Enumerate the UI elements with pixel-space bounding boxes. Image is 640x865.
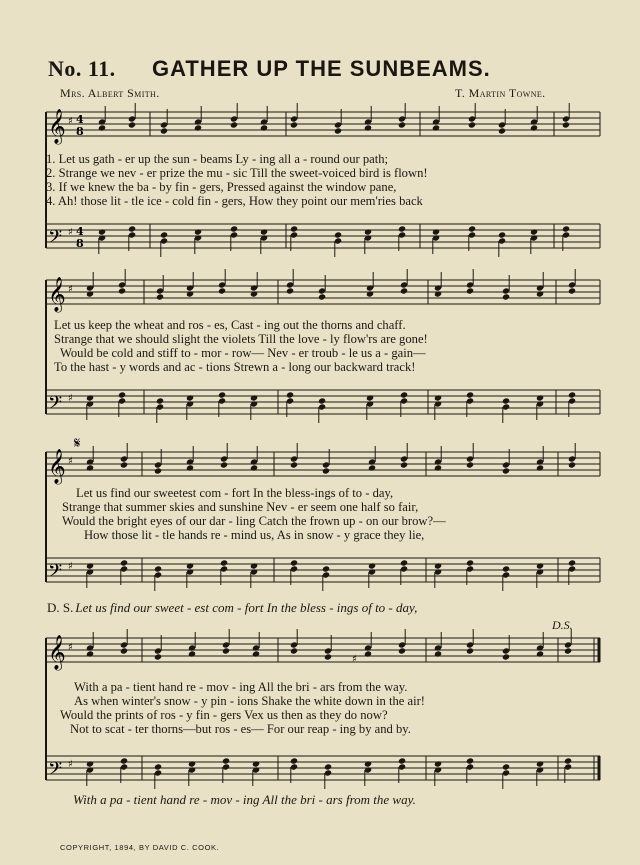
lyric-line-verse-4: 4. Ah! those lit - tle ice - cold fin - gers, How they point our mem'ries back: [46, 194, 423, 208]
ds-refrain-text: Let us find our sweet - est com - fort In the bless - ings of to - day,: [75, 600, 418, 615]
note-head: [286, 391, 294, 398]
note-head: [260, 228, 268, 235]
note-head: [536, 650, 544, 657]
note-head: [466, 559, 474, 566]
note-head: [120, 647, 128, 654]
note-head: [120, 461, 128, 468]
note-head: [398, 757, 406, 764]
note-head: [364, 124, 372, 131]
note-head: [368, 464, 376, 471]
note-head: [322, 565, 330, 572]
sharp-icon: ♯: [68, 759, 73, 770]
note-head: [186, 562, 194, 569]
lyric-line-verse-1: With a pa - tient hand re - mov - ing All the bri - ars from the way.: [74, 680, 408, 694]
note-head: [368, 562, 376, 569]
sharp-icon: ♯: [68, 561, 73, 572]
note-head: [120, 559, 128, 566]
lyric-line-verse-4: To the hast - y words and ac - tions Strewn a - long our backward track!: [54, 360, 416, 374]
note-head: [400, 287, 408, 294]
note-head: [536, 290, 544, 297]
note-head: [364, 760, 372, 767]
note-head: [118, 287, 126, 294]
lyric-line-verse-3: Would the bright eyes of our dar - ling Catch the frown up - on our brow?—: [62, 514, 446, 528]
note-head: [434, 562, 442, 569]
ds-refrain-line-2: With a pa - tient hand re - mov - ing All the bri - ars from the way.: [73, 792, 416, 807]
note-head: [220, 461, 228, 468]
treble-clef-icon: 𝄞: [48, 635, 66, 670]
note-head: [86, 650, 94, 657]
note-head: [364, 650, 372, 657]
lyric-line-verse-4: Not to scat - ter thorns—but ros - es— For our reap - ing by and by.: [70, 722, 411, 736]
note-head: [230, 121, 238, 128]
bass-clef-icon: 𝄢: [48, 393, 63, 418]
note-head: [400, 461, 408, 468]
note-head: [128, 121, 136, 128]
note-head: [86, 464, 94, 471]
note-head: [366, 394, 374, 401]
lyric-line-verse-3: Would the prints of ros - y fin - gers Vex us then as they do now?: [60, 708, 388, 722]
note-head: [194, 228, 202, 235]
note-head: [432, 124, 440, 131]
composer-credit: T. Martin Towne.: [455, 86, 546, 100]
note-head: [188, 650, 196, 657]
note-head: [502, 653, 510, 660]
hymn-title: GATHER UP THE SUNBEAMS.: [152, 56, 491, 81]
note-head: [194, 124, 202, 131]
note-head: [250, 464, 258, 471]
note-head: [86, 394, 94, 401]
note-head: [286, 287, 294, 294]
note-head: [86, 562, 94, 569]
note-head: [186, 290, 194, 297]
lyric-line-verse-1: Let us find our sweetest com - fort In the bless-ings of to - day,: [76, 486, 394, 500]
lyric-line-verse-2: 2. Strange we nev - er prize the mu - sic Till the sweet-voiced bird is flown!: [46, 166, 428, 180]
note-head: [400, 559, 408, 566]
bass-clef-icon: 𝄢: [48, 227, 63, 252]
sharp-icon: ♯: [68, 642, 73, 653]
note-head: [502, 293, 510, 300]
sharp-icon: ♯: [68, 393, 73, 404]
note-head: [434, 650, 442, 657]
lyric-line-verse-2: Strange that summer skies and sunshine Nev - er seem one half so fair,: [62, 500, 419, 514]
treble-clef-icon: 𝄞: [48, 449, 66, 484]
note-head: [434, 760, 442, 767]
note-head: [290, 647, 298, 654]
note-head: [530, 228, 538, 235]
note-head: [188, 760, 196, 767]
note-head: [334, 231, 342, 238]
note-head: [250, 394, 258, 401]
note-head: [466, 391, 474, 398]
note-head: [260, 124, 268, 131]
note-head: [366, 290, 374, 297]
note-head: [562, 121, 570, 128]
note-head: [154, 565, 162, 572]
note-head: [468, 225, 476, 232]
notes-treble: [86, 269, 576, 301]
note-head: [222, 757, 230, 764]
lyric-line-verse-4: How those lit - tle hands re - mind us, As in snow - y grace they lie,: [84, 528, 425, 542]
ds-marker: D.S.: [552, 618, 573, 632]
note-head: [398, 647, 406, 654]
note-head: [466, 647, 474, 654]
note-head: [568, 461, 576, 468]
note-head: [434, 394, 442, 401]
lyric-line-verse-2: Strange that we should slight the violets Till the love - ly flow'rs are gone!: [54, 332, 428, 346]
ds-refrain-line-1: [47, 597, 607, 616]
note-head: [502, 565, 510, 572]
note-head: [466, 757, 474, 764]
note-head: [160, 231, 168, 238]
lyric-line-verse-2: As when winter's snow - y pin - ions Shake the white down in the air!: [74, 694, 425, 708]
note-head: [536, 760, 544, 767]
note-head: [160, 127, 168, 134]
note-head: [434, 290, 442, 297]
note-head: [434, 464, 442, 471]
sharp-icon: ♯: [68, 284, 73, 295]
note-head: [290, 225, 298, 232]
treble-clef-icon: 𝄞: [48, 277, 66, 312]
lyric-line-verse-1: 1. Let us gath - er up the sun - beams Ly - ing all a - round our path;: [46, 152, 389, 166]
note-head: [250, 290, 258, 297]
note-head: [568, 287, 576, 294]
note-head: [120, 757, 128, 764]
treble-clef-icon: 𝄞: [48, 109, 66, 144]
note-head: [290, 757, 298, 764]
note-head: [400, 391, 408, 398]
note-head: [318, 293, 326, 300]
note-head: [250, 562, 258, 569]
note-head: [98, 124, 106, 131]
note-head: [466, 461, 474, 468]
note-head: [156, 293, 164, 300]
time-signature-top: 4: [76, 225, 84, 238]
note-head: [290, 121, 298, 128]
note-head: [154, 763, 162, 770]
time-signature-bottom: 8: [76, 237, 84, 250]
note-head: [530, 124, 538, 131]
hymn-number: No. 11.: [48, 56, 116, 81]
note-head: [568, 391, 576, 398]
note-head: [186, 464, 194, 471]
lyric-line-verse-1: Let us keep the wheat and ros - es, Cast - ing out the thorns and chaff.: [54, 318, 406, 332]
note-head: [252, 760, 260, 767]
note-head: [156, 397, 164, 404]
sharp-icon: ♯: [68, 227, 73, 238]
ds-label: D. S.: [47, 600, 74, 615]
note-head: [334, 127, 342, 134]
note-head: [128, 225, 136, 232]
note-head: [498, 127, 506, 134]
note-head: [432, 228, 440, 235]
note-head: [536, 394, 544, 401]
note-head: [502, 467, 510, 474]
copyright-notice: COPYRIGHT, 1894, BY DAVID C. COOK.: [60, 843, 220, 852]
note-head: [98, 228, 106, 235]
note-head: [364, 228, 372, 235]
note-head: [498, 231, 506, 238]
note-head: [564, 757, 572, 764]
note-head: [220, 559, 228, 566]
note-head: [536, 562, 544, 569]
music-system-2: [46, 276, 600, 424]
bass-clef-icon: 𝄢: [48, 759, 63, 784]
note-head: [536, 464, 544, 471]
note-head: [564, 647, 572, 654]
note-head: [218, 391, 226, 398]
segno-icon: 𝄋: [74, 434, 81, 452]
note-head: [218, 287, 226, 294]
sharp-icon: ♯: [68, 116, 73, 127]
note-head: [502, 397, 510, 404]
note-head: [466, 287, 474, 294]
note-head: [86, 760, 94, 767]
note-head: [252, 650, 260, 657]
note-head: [562, 225, 570, 232]
time-signature-top: 4: [76, 113, 84, 126]
note-head: [318, 397, 326, 404]
note-head: [222, 647, 230, 654]
note-head: [324, 653, 332, 660]
note-head: [398, 121, 406, 128]
note-head: [230, 225, 238, 232]
lyric-line-verse-3: 3. If we knew the ba - by fin - gers, Pressed against the window pane,: [46, 180, 397, 194]
note-head: [398, 225, 406, 232]
lyric-line-verse-3: Would be cold and stiff to - mor - row— Nev - er troub - le us a - gain—: [60, 346, 426, 360]
music-system-3: [46, 430, 600, 590]
time-signature-bottom: 8: [76, 125, 84, 138]
sharp-icon: ♯: [68, 456, 73, 467]
note-head: [186, 394, 194, 401]
note-head: [502, 763, 510, 770]
bass-clef-icon: 𝄢: [48, 561, 63, 586]
sharp-accidental-icon: ♯: [352, 654, 357, 665]
music-system-1: [46, 108, 600, 258]
music-system-4: [46, 630, 600, 790]
note-head: [154, 467, 162, 474]
note-head: [154, 653, 162, 660]
note-head: [468, 121, 476, 128]
note-head: [324, 763, 332, 770]
note-head: [322, 467, 330, 474]
note-head: [290, 461, 298, 468]
note-head: [568, 559, 576, 566]
note-head: [118, 391, 126, 398]
note-head: [290, 559, 298, 566]
note-head: [86, 290, 94, 297]
lyricist-credit: Mrs. Albert Smith.: [60, 86, 160, 100]
